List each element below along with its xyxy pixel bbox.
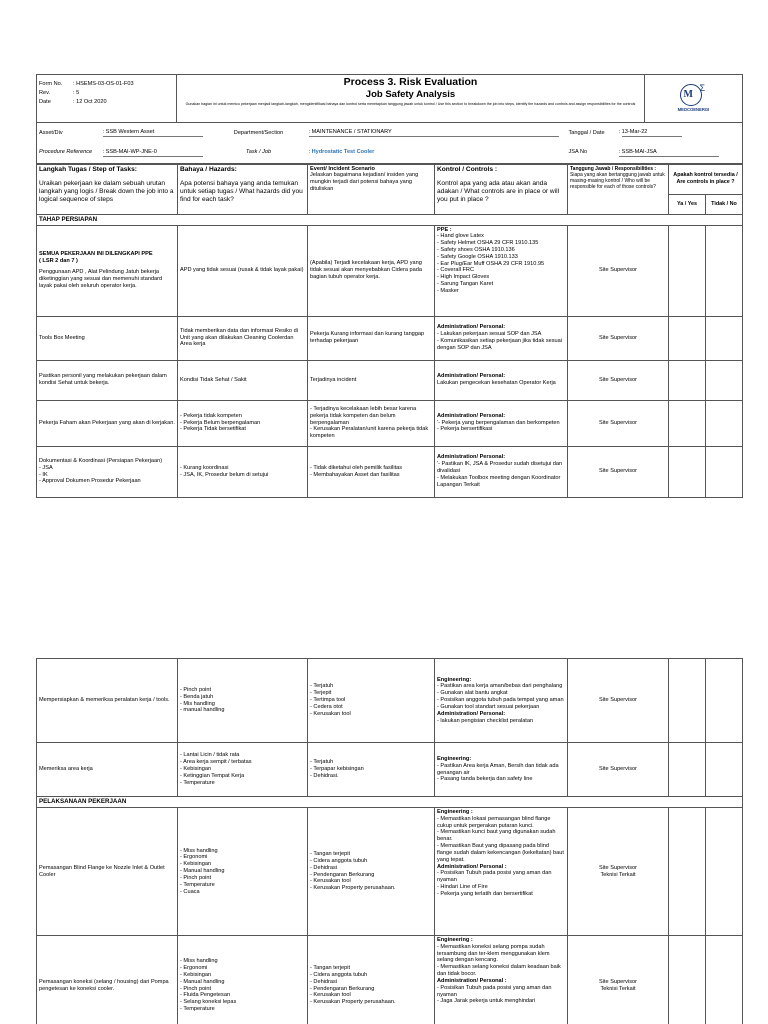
jsa-sheet-page-2	[36, 658, 742, 1024]
step-cell: Pemasangan Blind Flange ke Nozzle Inlet & Outlet Cooler	[37, 808, 178, 936]
table-row	[37, 360, 743, 400]
hazard-cell: APD yang tidak sesuai (rusak & tidak layak pakai)	[178, 225, 308, 316]
step-cell: Dokumentasi & Koordinasi (Persiapan Pekerjaan) - JSA - IK - Approval Dokumen Prosedur Pekerjaan	[37, 446, 178, 497]
jsa-label: JSA No	[568, 149, 588, 156]
yes-checkbox-cell[interactable]	[669, 808, 706, 936]
table-row	[37, 659, 743, 743]
col-no-header: Tidak / No	[706, 194, 743, 214]
header-table	[36, 74, 743, 123]
control-cell: Engineering : - Memastikan lokasi pemasangan blind flange cukup untuk pergerakan putaran kunci. - Memastikan kunci baut yang digunakan sudah benar. - Memastikan Baut yang dipasang pada blind flange sudah dalam kekencangan (kekeltatan) baut yang tepat. Administration/ Personal : - Posisikan Tubuh pada posisi yang aman dan nyaman - Hindari Line of Fire - Pekerja yang terlatih dan bersertifikat	[435, 808, 568, 936]
jsa-table-page-2	[36, 658, 743, 1024]
col-responsibilities-header: Tanggung Jawab / Responsibilities : Siapa yang akan bertanggung jawab untuk masing-masing kontrol / Who will be responsible for each of those controls?	[568, 164, 669, 214]
col-hazards-header: Bahaya / Hazards: Apa potensi bahaya yang anda temukan untuk setiap tugas / What hazards did you find for each task?	[178, 164, 308, 214]
yes-checkbox-cell[interactable]	[669, 316, 706, 360]
col-event-header: Event/ Incident Scenario Jelaskan bagaimana kejadian/ insiden yang mungkin terjadi dari potensi bahaya yang dituliskan	[308, 164, 435, 214]
logo-cell	[645, 75, 743, 123]
control-cell: Administration/ Personal: Lakukan pengecekan kesehatan Operator Kerja	[435, 360, 568, 400]
title-box	[177, 75, 645, 123]
event-cell: (Apabila) Terjadi kecelakaan kerja, APD yang tidak sesuai akan menyebabkan Cidera pada bagian tubuh operator kerja.	[308, 225, 435, 316]
step-cell: Tools Box Meeting	[37, 316, 178, 360]
hazard-cell: Kondisi Tidak Sehat / Sakit	[178, 360, 308, 400]
page-subtitle: Job Safety Analysis	[365, 88, 456, 100]
yes-checkbox-cell[interactable]	[669, 743, 706, 797]
col-yes-header: Ya / Yes	[669, 194, 706, 214]
no-checkbox-cell[interactable]	[706, 400, 743, 446]
yes-checkbox-cell[interactable]	[669, 446, 706, 497]
procedure-label: Procedure Reference	[39, 149, 93, 156]
hazard-cell: - Pekerja tidak kompeten - Pekerja Belum berpengalaman - Pekerja Tidak bersetifikat	[178, 400, 308, 446]
event-cell: Terjadinya incident	[308, 360, 435, 400]
yes-checkbox-cell[interactable]	[669, 400, 706, 446]
yes-checkbox-cell[interactable]	[669, 360, 706, 400]
table-row	[37, 400, 743, 446]
page-description: Gunakan bagian ini untuk memicu pekerjaan menjadi langkah-langkah, mengidentifikasi bahaya dan kontrol serta menetapkan tanggung jawab untuk kontrol / Use this section to breakdown the job into steps, identify the hazards and controls and assign responsibilities for the controls	[185, 102, 636, 107]
responsibility-cell: Site Supervisor	[568, 316, 669, 360]
control-cell: Administration/ Personal: '- Pekerja yang berpengalaman dan berkompeten - Pekerja bersertifikasi	[435, 400, 568, 446]
form-no-field: Form No. : HSEMS-03-OS-01-F03	[39, 81, 134, 88]
form-info	[37, 75, 177, 123]
control-cell: Administration/ Personal: - Lakukan pekerjaan sesuai SOP dan JSA - Komunikasikan setiap pekerjaan jika tidak sesuai dengan SOP dan JSA	[435, 316, 568, 360]
hazard-cell: - Kurang koordinasi - JSA, IK, Prosedur belum di setujui	[178, 446, 308, 497]
reference-table: Asset/Div : SSB Western Asset Department/Section : MAINTENANCE / STATIONARY Tanggal / Date : 13-Mar-22 Procedure Reference : SSB-MAI-WP-JNE-0 Task / Job : Hydrostatic Test Cooler JSA No : SSB-MAI-JSA	[36, 123, 743, 164]
responsibility-cell: Site Supervisor	[568, 400, 669, 446]
control-cell: Engineering: - Pastikan area kerja aman/bebas dari penghalang - Gunakan alat bantu angkat - Posisikan anggota tubuh pada tempat yang aman - Gunakan tool standart sesuai pekerjaan Administration/ Personal: - lakukan pengisian checklist peralatan	[435, 659, 568, 743]
step-cell: Pekerja Faham akan Pekerjaan yang akan di kerjakan.	[37, 400, 178, 446]
event-cell: Pekerja Kurang informasi dan kurang tanggap terhadap pekerjaan	[308, 316, 435, 360]
col-steps-header: Langkah Tugas / Step of Tasks: Uraikan pekerjaan ke dalam sebuah urutan langkah yang logis / Break down the job into a logical sequence of steps	[37, 164, 178, 214]
asset-label: Asset/Div	[39, 129, 63, 136]
responsibility-cell: Site Supervisor	[568, 225, 669, 316]
event-cell: - Tangan terjepit - Cidera anggota tubuh - Dehidrasi - Pendengaran Berkurang - Kerusakan tool - Kerusakan Property perusahaan.	[308, 808, 435, 936]
control-cell: Engineering : - Memastikan koneksi selang pompa sudah tersambung dan ter-klem menggunakan klem selang dengan kencang. - Memastikan selang koneksi dalam keadaan baik dan tidak bocor. Administration/ Personal : - Posisikan Tubuh pada posisi yang aman dan nyaman - Jaga Jarak pekerja untuk menghindari	[435, 936, 568, 1024]
table-row	[37, 316, 743, 360]
event-cell: - Terjatuh - Terjepit - Tertimpa tool - Cedera otot - Kerusakan tool	[308, 659, 435, 743]
no-checkbox-cell[interactable]	[706, 936, 743, 1024]
step-cell: SEMUA PEKERJAAN INI DILENGKAPI PPE ( LSR 2 dan 7 ) Penggunaan APD , Alat Pelindung Jatuh bekerja diketinggian yang sesuai dan memenuhi standard layak pakai oleh seluruh operator kerja.	[37, 225, 178, 316]
no-checkbox-cell[interactable]	[706, 743, 743, 797]
responsibility-cell: Site Supervisor	[568, 659, 669, 743]
table-row	[37, 446, 743, 497]
no-checkbox-cell[interactable]	[706, 808, 743, 936]
hazard-cell: - Miss handling - Ergonomi - Kebisingan - Manual handling - Pinch point - Temperature - Cuaca	[178, 808, 308, 936]
hazard-cell: - Pinch point - Benda jatuh - Mis handling - manual handling	[178, 659, 308, 743]
tanggal-label: Tanggal / Date	[568, 129, 605, 136]
control-cell: Engineering: - Pastikan Area kerja Aman, Bersih dan tidak ada genangan air - Pasang tanda bekerja dan safety line	[435, 743, 568, 797]
table-row	[37, 936, 743, 1024]
responsibility-cell: Site Supervisor	[568, 743, 669, 797]
responsibility-cell: Site Supervisor	[568, 360, 669, 400]
event-cell: - Tidak diketahui oleh pemilik fasilitas - Membahayakan Asset dan fasilitas	[308, 446, 435, 497]
col-controls-header: Kontrol / Controls : Kontrol apa yang ada atau akan anda adakan / What controls are in place or will you put in place ?	[435, 164, 568, 214]
department-label: Department/Section	[233, 129, 284, 136]
step-cell: Pastikan personil yang melakukan pekerjaan dalam kondisi Sehat untuk bekerja.	[37, 360, 178, 400]
event-cell: - Terjadinya kecelakaan lebih besar karena pekerja tidak kompeten dan belum berpengalaman - Kerusakan Peralatan/unit karena pekerja tidak kompeten	[308, 400, 435, 446]
no-checkbox-cell[interactable]	[706, 316, 743, 360]
table-row	[37, 743, 743, 797]
col-controls-in-place-header: Apakah kontrol tersedia / Are controls in place ?	[669, 164, 743, 194]
responsibility-cell: Site Supervisor Teknisi Terkait	[568, 936, 669, 1024]
table-row	[37, 808, 743, 936]
responsibility-cell: Site Supervisor	[568, 446, 669, 497]
task-value: Hydrostatic Test Cooler	[311, 149, 375, 156]
task-label: Task / Job	[245, 149, 272, 156]
section-pelaksanaan-pekerjaan: PELAKSANAAN PEKERJAAN	[37, 797, 743, 808]
procedure-value: : SSB-MAI-WP-JNE-0	[103, 149, 203, 157]
date-field: Date : 12 Oct 2020	[39, 99, 107, 106]
event-cell: - Tangan terjepit - Cidera anggota tubuh - Dehidrasi - Pendengaran Berkurang - Kerusakan tool - Kerusakan Property perusahaan.	[308, 936, 435, 1024]
event-cell: - Terjatuh - Terpapar kebisingan - Dehidrasi.	[308, 743, 435, 797]
no-checkbox-cell[interactable]	[706, 360, 743, 400]
yes-checkbox-cell[interactable]	[669, 936, 706, 1024]
page-title: Process 3. Risk Evaluation	[343, 76, 478, 88]
asset-value: : SSB Western Asset	[103, 129, 203, 137]
control-cell: Administration/ Personal: '- Pastikan IK, JSA & Prosedur sudah disetujui dan divalidasi - Melakukan Toolbox meeting dengan Koordinator Lapangan Terkait	[435, 446, 568, 497]
hazard-cell: Tidak memberikan data dan informasi Resiko di Unit yang akan dilakukan Cleaning Coolerdan Area kerja	[178, 316, 308, 360]
hazard-cell: - Lantai Licin / tidak rata - Area kerja sempit / terbatas - Kebisingan - Ketinggian Tempat Kerja - Temperature	[178, 743, 308, 797]
jsa-table-page-1	[36, 164, 743, 498]
no-checkbox-cell[interactable]	[706, 446, 743, 497]
hazard-cell: - Miss handling - Ergonomi - Kebisingan - Manual handling - Pinch point - Fluida Pengetesan - Selang koneksi lepas - Temperature	[178, 936, 308, 1024]
rev-field: Rev. : 5	[39, 90, 80, 97]
jsa-value: : SSB-MAI-JSA	[619, 149, 719, 157]
jsa-sheet-page-1	[36, 74, 742, 498]
department-value: : MAINTENANCE / STATIONARY	[309, 129, 559, 137]
table-row	[37, 225, 743, 316]
no-checkbox-cell[interactable]	[706, 225, 743, 316]
responsibility-cell: Site Supervisor Teknisi Terkait	[568, 808, 669, 936]
yes-checkbox-cell[interactable]	[669, 659, 706, 743]
yes-checkbox-cell[interactable]	[669, 225, 706, 316]
control-cell: PPE : - Hand glove Latex - Safety Helmet OSHA 29 CFR 1910.135 - Safety shoes OSHA 1910.136 - Safety Google OSHA 1910.133 - Ear Plug/Ear Muff OSHA 29 CFR 1910.95 - Coverall FRC - High Impact Gloves - Sarung Tangan Karet - Masker	[435, 225, 568, 316]
no-checkbox-cell[interactable]	[706, 659, 743, 743]
tanggal-value: 13-Mar-22	[622, 129, 682, 137]
step-cell: Memeriksa area kerja	[37, 743, 178, 797]
section-tahap-persiapan: TAHAP PERSIAPAN	[37, 214, 743, 225]
step-cell: Pemasangan koneksi (selang / housing) dari Pompa pengetesan ke koneksi cooler.	[37, 936, 178, 1024]
company-logo: M Σ MEDCOENERGI	[677, 82, 710, 112]
step-cell: Mempersiapkan & memeriksa peralatan kerja / tools.	[37, 659, 178, 743]
